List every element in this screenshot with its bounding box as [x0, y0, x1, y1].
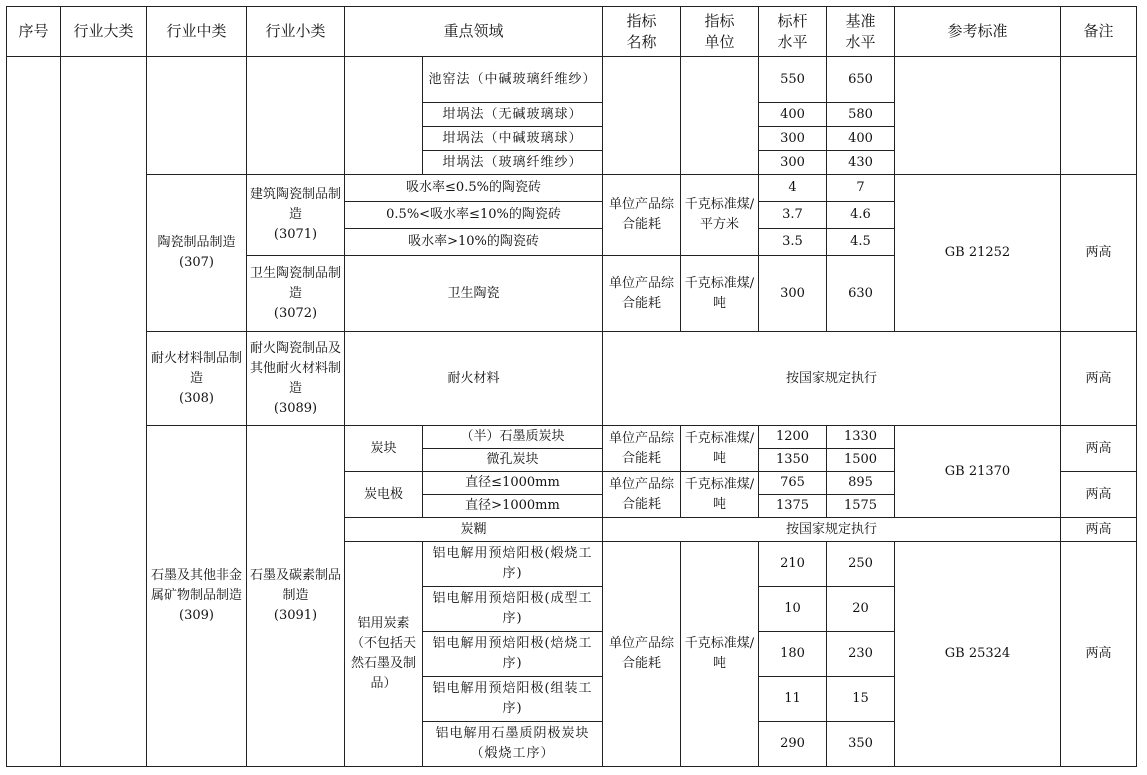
standard-cell: GB 21252	[895, 175, 1061, 332]
standard-cell: GB 21370	[895, 426, 1061, 518]
remark-cell	[1061, 57, 1137, 175]
key-area-cell: 铝电解用预焙阳极(焙烧工序)	[423, 632, 603, 677]
key-area-cell: 铝电解用预焙阳极(煅烧工序)	[423, 542, 603, 587]
key-area-cell: 铝电解用预焙阳极(组装工序)	[423, 677, 603, 722]
header-indicator-unit: 指标 单位	[681, 7, 759, 57]
indicator-unit-cell	[681, 57, 759, 175]
major-category-cell	[61, 57, 147, 767]
area-group-cell	[345, 57, 423, 175]
key-area-cell: 微孔炭块	[423, 449, 603, 472]
header-medium-category: 行业中类	[147, 7, 247, 57]
standard-cell: GB 25324	[895, 542, 1061, 767]
baseline-cell: 7	[827, 175, 895, 202]
indicator-name-cell: 单位产品综合能耗	[603, 175, 681, 256]
benchmark-cell: 1375	[759, 495, 827, 518]
header-remark: 备注	[1061, 7, 1137, 57]
table-row	[7, 175, 1137, 202]
benchmark-cell: 10	[759, 587, 827, 632]
key-area-cell: 吸水率>10%的陶瓷砖	[345, 229, 603, 256]
baseline-cell: 630	[827, 256, 895, 332]
benchmark-cell: 3.7	[759, 202, 827, 229]
minor-category-cell: 卫生陶瓷制品制造 (3072)	[247, 256, 345, 332]
standard-cell	[895, 57, 1061, 175]
indicator-name-cell	[603, 57, 681, 175]
baseline-cell: 1500	[827, 449, 895, 472]
benchmark-cell: 400	[759, 103, 827, 127]
baseline-cell: 895	[827, 472, 895, 495]
baseline-cell: 580	[827, 103, 895, 127]
benchmark-cell: 300	[759, 127, 827, 151]
benchmark-cell: 290	[759, 722, 827, 767]
minor-category-cell	[247, 57, 345, 175]
policy-cell: 按国家规定执行	[603, 518, 1061, 542]
header-key-area: 重点领域	[345, 7, 603, 57]
remark-cell: 两高	[1061, 332, 1137, 426]
benchmark-cell: 4	[759, 175, 827, 202]
baseline-cell: 15	[827, 677, 895, 722]
key-area-cell: 卫生陶瓷	[345, 256, 603, 332]
indicator-unit-cell: 千克标准煤/吨	[681, 256, 759, 332]
baseline-cell: 430	[827, 151, 895, 175]
indicator-unit-cell: 千克标准煤/吨	[681, 472, 759, 518]
key-area-cell: 炭糊	[345, 518, 603, 542]
indicator-name-cell: 单位产品综合能耗	[603, 426, 681, 472]
header-baseline-level: 基准 水平	[827, 7, 895, 57]
indicator-name-cell: 单位产品综合能耗	[603, 472, 681, 518]
key-area-cell: 直径>1000mm	[423, 495, 603, 518]
indicator-unit-cell: 千克标准煤/吨	[681, 426, 759, 472]
energy-benchmark-table	[6, 6, 1137, 767]
key-area-cell: 坩埚法（玻璃纤维纱）	[423, 151, 603, 175]
baseline-cell: 1330	[827, 426, 895, 449]
seq-cell	[7, 57, 61, 767]
remark-cell: 两高	[1061, 542, 1137, 767]
medium-category-cell	[147, 57, 247, 175]
minor-category-cell: 石墨及碳素制品制造 (3091)	[247, 426, 345, 767]
area-group-cell: 炭电极	[345, 472, 423, 518]
header-reference-standard: 参考标准	[895, 7, 1061, 57]
area-group-cell: 炭块	[345, 426, 423, 472]
minor-category-cell: 建筑陶瓷制品制造 (3071)	[247, 175, 345, 256]
key-area-cell: 坩埚法（无碱玻璃球）	[423, 103, 603, 127]
table-row	[7, 57, 1137, 103]
medium-category-cell: 陶瓷制品制造(307)	[147, 175, 247, 332]
minor-category-cell: 耐火陶瓷制品及其他耐火材料制造 (3089)	[247, 332, 345, 426]
indicator-unit-cell: 千克标准煤/平方米	[681, 175, 759, 256]
header-minor-category: 行业小类	[247, 7, 345, 57]
key-area-cell: 0.5%<吸水率≤10%的陶瓷砖	[345, 202, 603, 229]
table-row	[7, 332, 1137, 426]
key-area-cell: 耐火材料	[345, 332, 603, 426]
key-area-cell: 池窑法（中碱玻璃纤维纱）	[423, 57, 603, 103]
benchmark-cell: 1350	[759, 449, 827, 472]
key-area-cell: 铝电解用石墨质阴极炭块（煅烧工序）	[423, 722, 603, 767]
benchmark-cell: 550	[759, 57, 827, 103]
header-seq: 序号	[7, 7, 61, 57]
baseline-cell: 4.6	[827, 202, 895, 229]
header-benchmark-level: 标杆 水平	[759, 7, 827, 57]
header-major-category: 行业大类	[61, 7, 147, 57]
benchmark-cell: 210	[759, 542, 827, 587]
benchmark-cell: 765	[759, 472, 827, 495]
key-area-cell: 坩埚法（中碱玻璃球）	[423, 127, 603, 151]
policy-cell: 按国家规定执行	[603, 332, 1061, 426]
baseline-cell: 230	[827, 632, 895, 677]
indicator-name-cell: 单位产品综合能耗	[603, 542, 681, 767]
baseline-cell: 650	[827, 57, 895, 103]
header-row	[7, 7, 1137, 57]
benchmark-cell: 300	[759, 256, 827, 332]
remark-cell: 两高	[1061, 472, 1137, 518]
benchmark-cell: 1200	[759, 426, 827, 449]
header-indicator-name: 指标 名称	[603, 7, 681, 57]
key-area-cell: 铝电解用预焙阳极(成型工序)	[423, 587, 603, 632]
baseline-cell: 20	[827, 587, 895, 632]
key-area-cell: 吸水率≤0.5%的陶瓷砖	[345, 175, 603, 202]
key-area-cell: （半）石墨质炭块	[423, 426, 603, 449]
benchmark-cell: 300	[759, 151, 827, 175]
remark-cell: 两高	[1061, 426, 1137, 472]
indicator-unit-cell: 千克标准煤/吨	[681, 542, 759, 767]
remark-cell: 两高	[1061, 175, 1137, 332]
baseline-cell: 400	[827, 127, 895, 151]
table-row	[7, 426, 1137, 449]
baseline-cell: 4.5	[827, 229, 895, 256]
key-area-cell: 直径≤1000mm	[423, 472, 603, 495]
benchmark-cell: 11	[759, 677, 827, 722]
medium-category-cell: 耐火材料制品制造 (308)	[147, 332, 247, 426]
indicator-name-cell: 单位产品综合能耗	[603, 256, 681, 332]
remark-cell: 两高	[1061, 518, 1137, 542]
baseline-cell: 350	[827, 722, 895, 767]
area-group-cell: 铝用炭素（不包括天然石墨及制品）	[345, 542, 423, 767]
baseline-cell: 1575	[827, 495, 895, 518]
baseline-cell: 250	[827, 542, 895, 587]
benchmark-cell: 3.5	[759, 229, 827, 256]
benchmark-cell: 180	[759, 632, 827, 677]
medium-category-cell: 石墨及其他非金属矿物制品制造 (309)	[147, 426, 247, 767]
